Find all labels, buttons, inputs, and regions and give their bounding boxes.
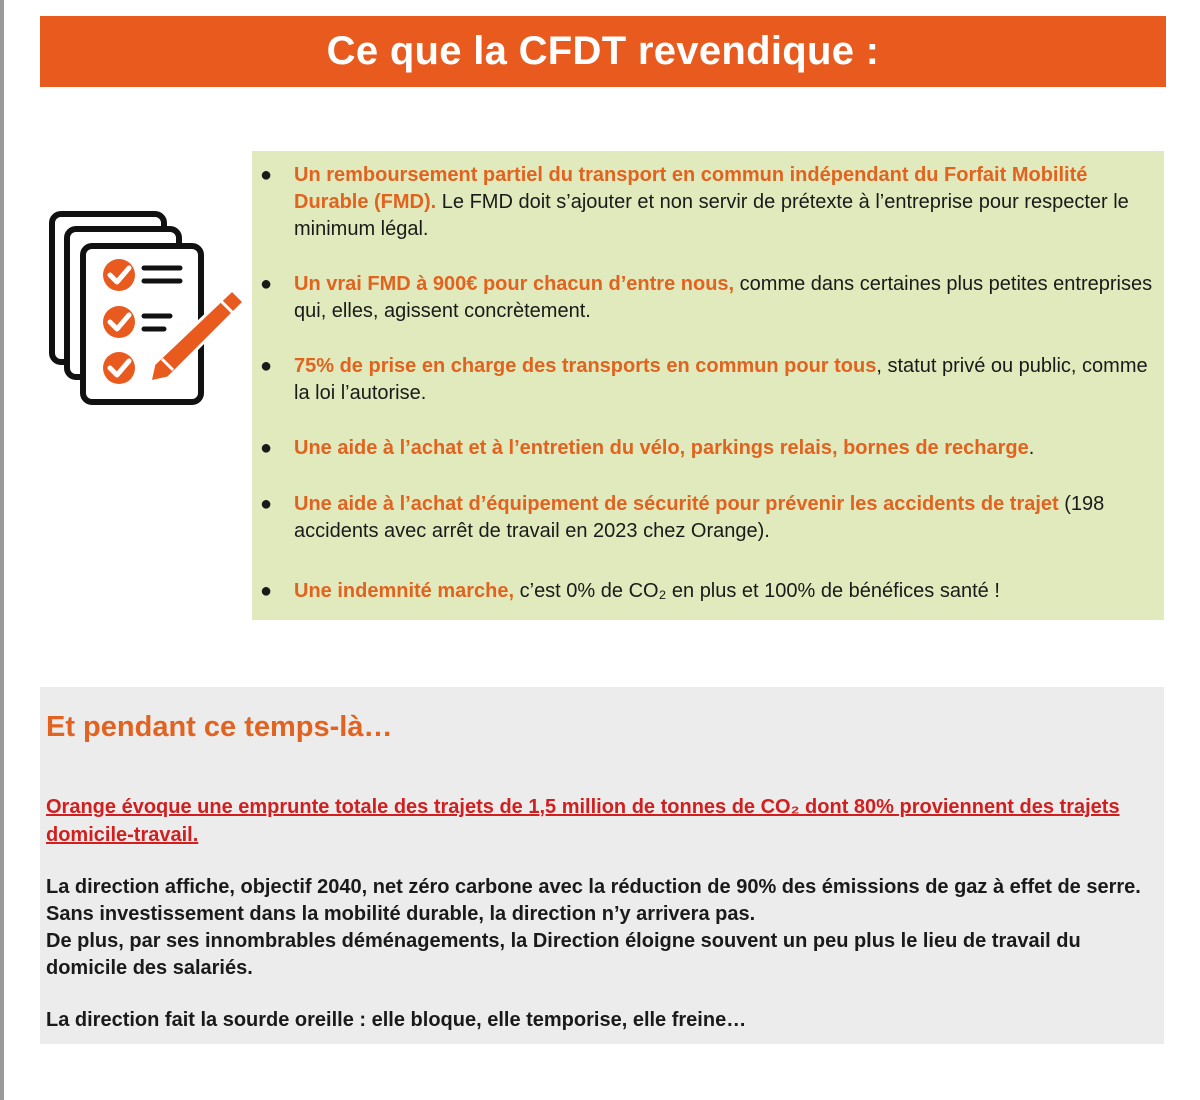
direction-objective-text: La direction affiche, objectif 2040, net zéro carbone avec la réduction de 90% des émissions de gaz à effet de serre. Sans investissement dans la mobilité durable, la direction n’y arrivera pas. bbox=[46, 876, 1141, 925]
relocation-text: De plus, par ses innombrables déménagements, la Direction éloigne souvent un peu plus le lieu de travail du domicile des salariés. bbox=[46, 930, 1081, 979]
check-circle-icon bbox=[103, 306, 135, 338]
bullet: ● bbox=[260, 493, 273, 515]
claim-item: ● Une aide à l’achat d’équipement de sécurité pour prévenir les accidents de trajet (198 accidents avec arrêt de travail en 2023 chez Orange). bbox=[260, 493, 1105, 542]
checklist-pencil-icon bbox=[46, 206, 252, 412]
bullet: ● bbox=[260, 580, 273, 602]
claim-item: ● Une aide à l’achat et à l’entretien du vélo, parkings relais, bornes de recharge. bbox=[294, 435, 1158, 462]
claim-item: ● 75% de prise en charge des transports en commun pour tous, statut privé ou public, comme la loi l’autorise. bbox=[260, 355, 1148, 404]
check-circle-icon bbox=[103, 259, 135, 291]
bullet: ● bbox=[260, 273, 273, 295]
meanwhile-panel bbox=[40, 687, 1164, 1044]
page-title-banner bbox=[40, 16, 1166, 87]
conclusion-text: La direction fait la sourde oreille : elle bloque, elle temporise, elle freine… bbox=[46, 1009, 747, 1031]
carbon-footprint-alert: Orange évoque une emprunte totale des trajets de 1,5 million de tonnes de CO₂ dont 80% proviennent des trajets domicile-travail. bbox=[46, 796, 1120, 846]
bullet: ● bbox=[260, 164, 273, 186]
bullet: ● bbox=[260, 355, 273, 377]
page-title: Ce que la CFDT revendique : bbox=[326, 29, 880, 73]
page-left-border bbox=[0, 0, 4, 1100]
claim-item: ● Un vrai FMD à 900€ pour chacun d’entre nous, comme dans certaines plus petites entreprises qui, elles, agissent concrètement. bbox=[260, 273, 1153, 322]
meanwhile-heading: Et pendant ce temps-là… bbox=[46, 711, 393, 743]
claim-item: ● Un remboursement partiel du transport en commun indépendant du Forfait Mobilité Durable (FMD). Le FMD doit s’ajouter et non servir de prétexte à l’entreprise pour respecter le minimum légal. bbox=[260, 164, 1129, 240]
claims-panel bbox=[252, 151, 1164, 620]
claim-item: ● Une indemnité marche, c’est 0% de CO₂ en plus et 100% de bénéfices santé ! bbox=[294, 578, 1158, 605]
check-circle-icon bbox=[103, 352, 135, 384]
bullet: ● bbox=[260, 437, 273, 459]
